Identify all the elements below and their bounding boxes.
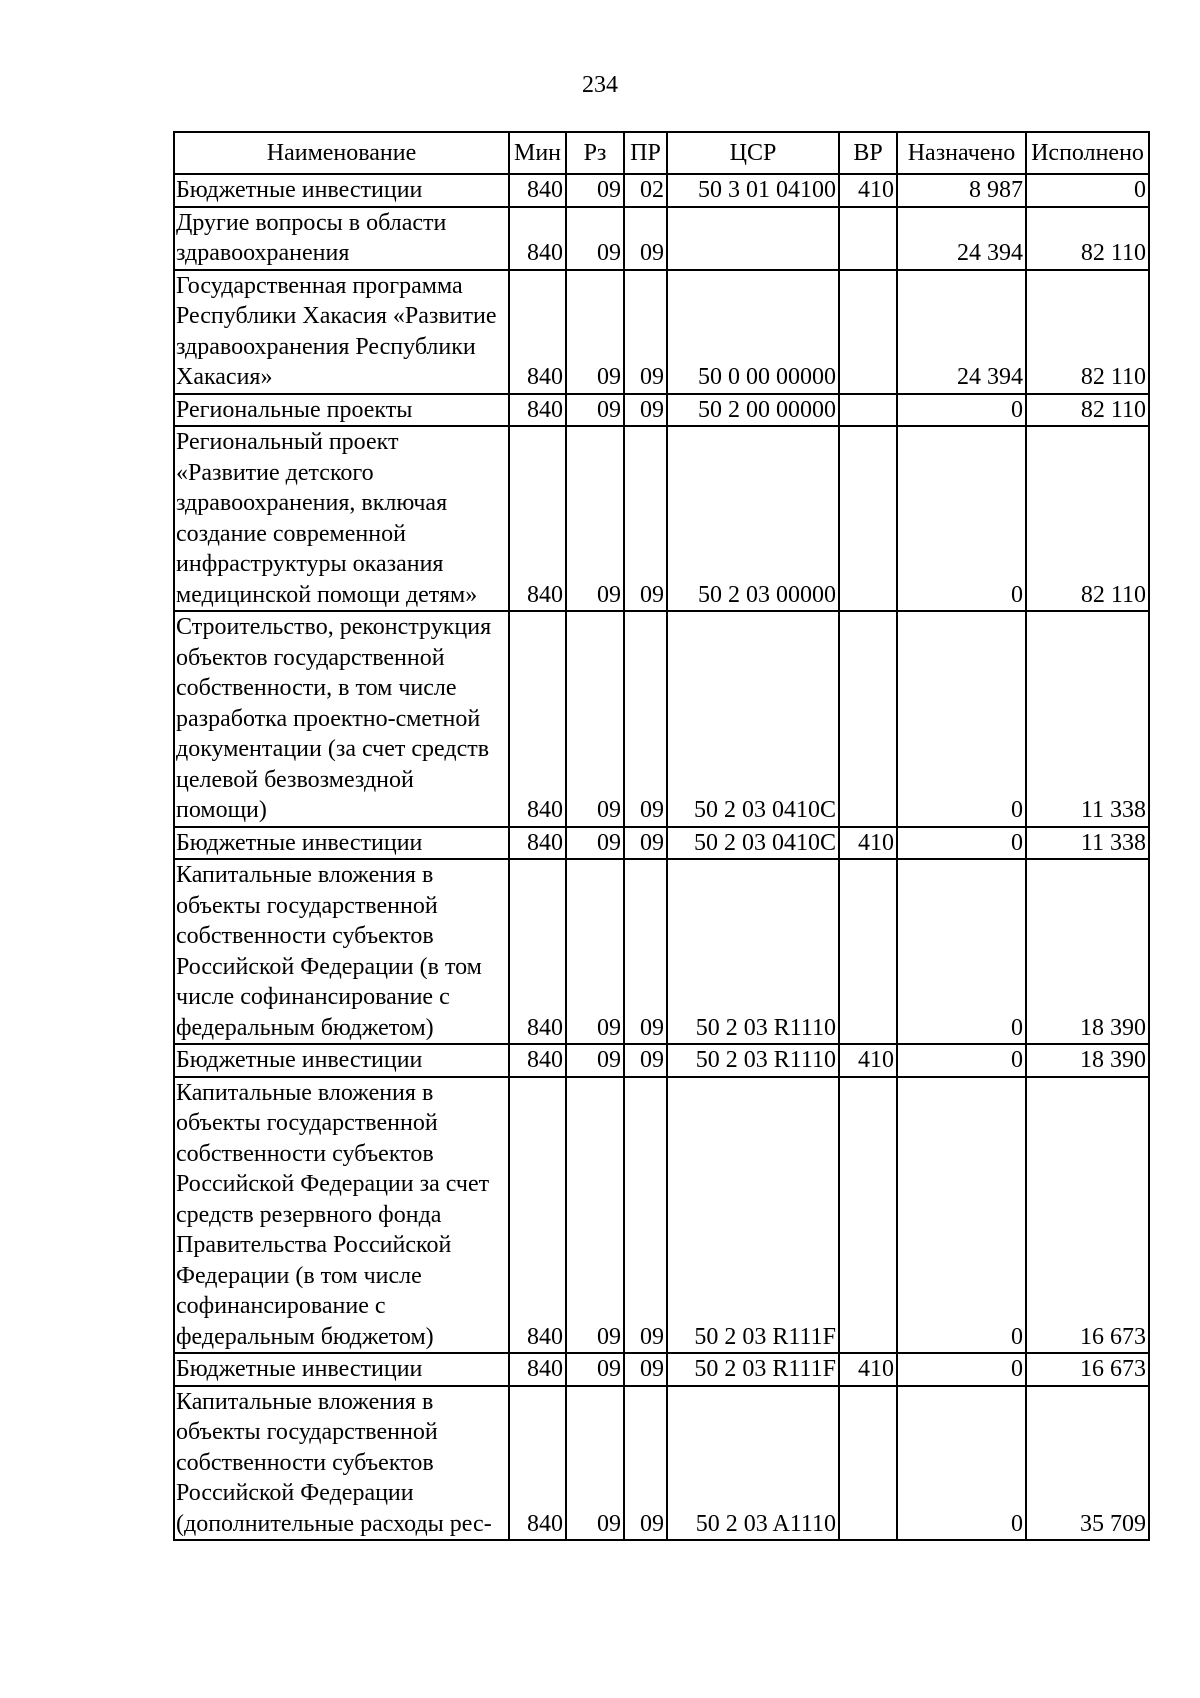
row-csr [667,207,839,270]
row-pr: 02 [624,174,667,207]
row-pr: 09 [624,859,667,1044]
row-assigned: 0 [897,426,1026,611]
row-csr: 50 2 03 0410C [667,827,839,860]
row-vr [839,859,897,1044]
row-vr [839,1077,897,1354]
row-pr: 09 [624,1044,667,1077]
row-csr: 50 2 03 00000 [667,426,839,611]
row-rz: 09 [566,1386,624,1541]
header-csr: ЦСР [667,132,839,174]
row-name: Капитальные вложения в объекты государственной собственности субъектов Российской Федерации (дополнительные расходы рес- [174,1386,509,1541]
row-executed: 35 709 [1026,1386,1149,1541]
row-rz: 09 [566,207,624,270]
row-assigned: 0 [897,1386,1026,1541]
row-executed: 82 110 [1026,207,1149,270]
row-pr: 09 [624,611,667,827]
row-rz: 09 [566,1077,624,1354]
row-assigned: 24 394 [897,207,1026,270]
row-csr: 50 2 03 A1110 [667,1386,839,1541]
row-vr [839,426,897,611]
row-vr [839,1386,897,1541]
row-csr: 50 2 03 R111F [667,1353,839,1386]
row-csr: 50 2 03 0410C [667,611,839,827]
row-min: 840 [509,270,566,394]
row-min: 840 [509,859,566,1044]
row-min: 840 [509,1386,566,1541]
row-rz: 09 [566,827,624,860]
page-number: 234 [582,72,618,98]
row-executed: 18 390 [1026,1044,1149,1077]
row-name: Бюджетные инвестиции [174,827,509,860]
row-assigned: 0 [897,1044,1026,1077]
row-executed: 18 390 [1026,859,1149,1044]
row-executed: 11 338 [1026,827,1149,860]
header-min: Мин [509,132,566,174]
row-csr: 50 3 01 04100 [667,174,839,207]
row-csr: 50 2 03 R111F [667,1077,839,1354]
budget-table [173,131,1150,1541]
row-vr [839,270,897,394]
row-name: Государственная программа Республики Хакасия «Развитие здравоохранения Республики Хакасия» [174,270,509,394]
row-name: Бюджетные инвестиции [174,1044,509,1077]
row-rz: 09 [566,859,624,1044]
row-executed: 82 110 [1026,270,1149,394]
row-pr: 09 [624,1077,667,1354]
row-executed: 82 110 [1026,394,1149,427]
row-csr: 50 2 03 R1110 [667,859,839,1044]
row-name: Бюджетные инвестиции [174,1353,509,1386]
table-row [174,270,1149,394]
table-row [174,1386,1149,1541]
row-min: 840 [509,1077,566,1354]
row-vr: 410 [839,174,897,207]
row-rz: 09 [566,270,624,394]
row-name: Региональные проекты [174,394,509,427]
table-row [174,859,1149,1044]
row-min: 840 [509,394,566,427]
table-row [174,611,1149,827]
row-min: 840 [509,1353,566,1386]
row-min: 840 [509,426,566,611]
row-name: Капитальные вложения в объекты государственной собственности субъектов Российской Федерации (в том числе софинансирование с федеральным бюджетом) [174,859,509,1044]
row-assigned: 0 [897,611,1026,827]
row-min: 840 [509,1044,566,1077]
row-name: Бюджетные инвестиции [174,174,509,207]
row-min: 840 [509,611,566,827]
row-min: 840 [509,207,566,270]
row-assigned: 0 [897,827,1026,860]
row-csr: 50 0 00 00000 [667,270,839,394]
row-executed: 11 338 [1026,611,1149,827]
row-executed: 0 [1026,174,1149,207]
row-vr [839,394,897,427]
row-pr: 09 [624,426,667,611]
row-pr: 09 [624,207,667,270]
header-executed: Исполнено [1026,132,1149,174]
header-vr: ВР [839,132,897,174]
header-rz: Рз [566,132,624,174]
row-executed: 16 673 [1026,1353,1149,1386]
row-rz: 09 [566,174,624,207]
table-row [174,1353,1149,1386]
table-row [174,426,1149,611]
row-rz: 09 [566,1353,624,1386]
table-row [174,827,1149,860]
row-assigned: 0 [897,394,1026,427]
row-assigned: 24 394 [897,270,1026,394]
row-executed: 82 110 [1026,426,1149,611]
row-name: Капитальные вложения в объекты государственной собственности субъектов Российской Федерации за счет средств резервного фонда Правительства Российской Федерации (в том числе софинансирование с федеральным бюджетом) [174,1077,509,1354]
row-name: Строительство, реконструкция объектов государственной собственности, в том числе разработка проектно-сметной документации (за счет средств целевой безвозмездной помощи) [174,611,509,827]
row-pr: 09 [624,827,667,860]
row-rz: 09 [566,426,624,611]
table-row [174,207,1149,270]
row-csr: 50 2 03 R1110 [667,1044,839,1077]
row-vr: 410 [839,1044,897,1077]
row-csr: 50 2 00 00000 [667,394,839,427]
table-row [174,394,1149,427]
table-row [174,1044,1149,1077]
row-name: Другие вопросы в области здравоохранения [174,207,509,270]
row-name: Региональный проект «Развитие детского здравоохранения, включая создание современной инфраструктуры оказания медицинской помощи детям» [174,426,509,611]
row-vr [839,611,897,827]
row-pr: 09 [624,394,667,427]
header-name: Наименование [174,132,509,174]
row-assigned: 8 987 [897,174,1026,207]
row-min: 840 [509,827,566,860]
header-assigned: Назначено [897,132,1026,174]
row-rz: 09 [566,1044,624,1077]
row-pr: 09 [624,1386,667,1541]
row-pr: 09 [624,270,667,394]
row-vr [839,207,897,270]
table-row [174,174,1149,207]
row-vr: 410 [839,1353,897,1386]
row-rz: 09 [566,611,624,827]
row-rz: 09 [566,394,624,427]
row-pr: 09 [624,1353,667,1386]
row-assigned: 0 [897,1353,1026,1386]
row-min: 840 [509,174,566,207]
row-vr: 410 [839,827,897,860]
table-row [174,1077,1149,1354]
row-executed: 16 673 [1026,1077,1149,1354]
table-header-row [174,132,1149,174]
row-assigned: 0 [897,1077,1026,1354]
row-assigned: 0 [897,859,1026,1044]
header-pr: ПР [624,132,667,174]
